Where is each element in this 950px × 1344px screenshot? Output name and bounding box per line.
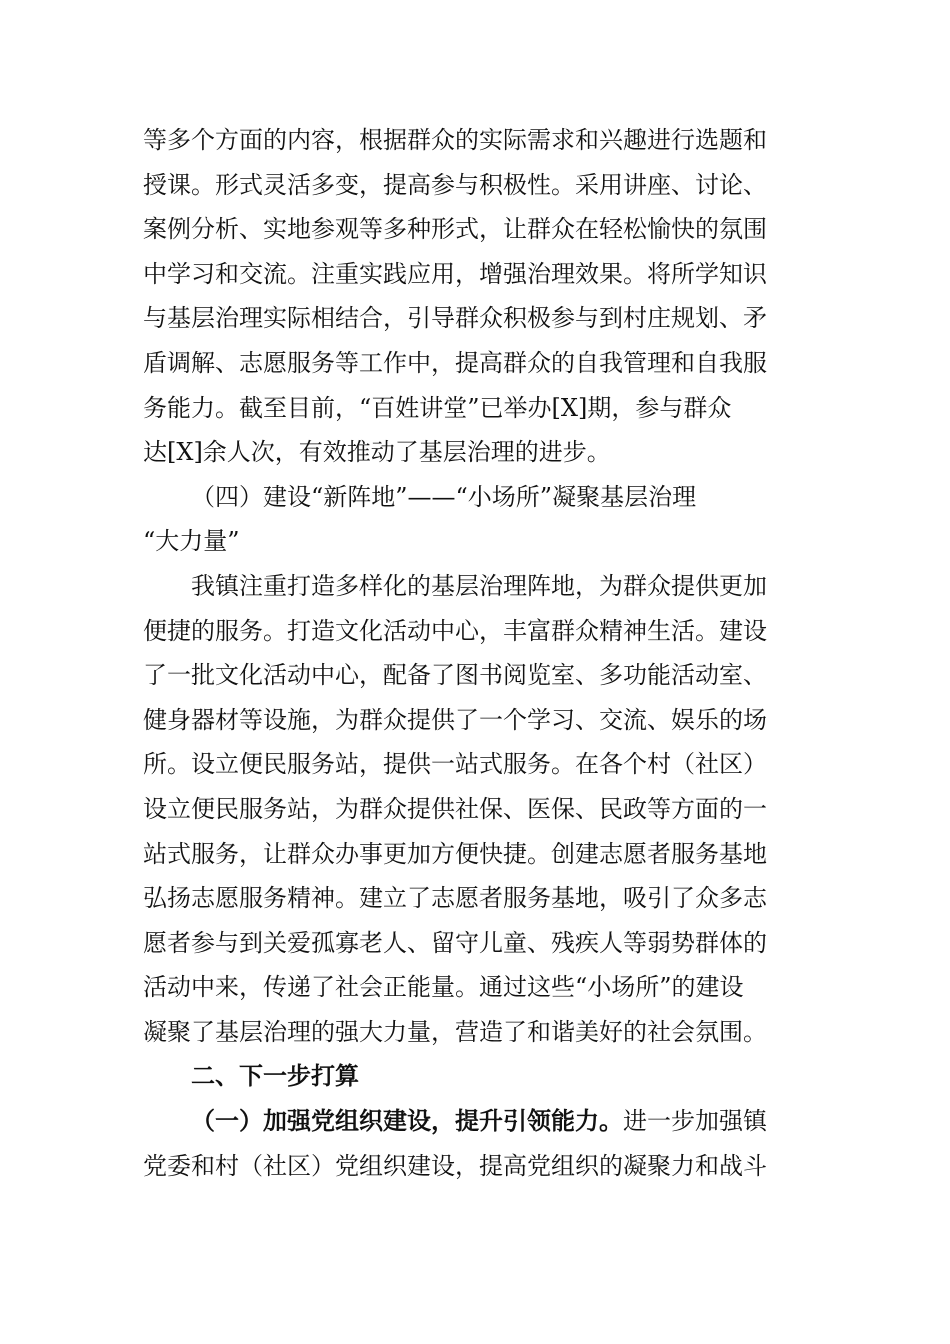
paragraph-line: 便捷的服务。打造文化活动中心，丰富群众精神生活。建设	[143, 616, 767, 645]
paragraph-line: 设立便民服务站，为群众提供社保、医保、民政等方面的一	[143, 794, 767, 823]
paragraph-line: 健身器材等设施，为群众提供了一个学习、交流、娱乐的场	[143, 705, 767, 734]
paragraph-text: 进一步加强镇	[623, 1107, 767, 1136]
paragraph-line: 盾调解、志愿服务等工作中，提高群众的自我管理和自我服	[143, 348, 767, 377]
paragraph-line: 所。设立便民服务站，提供一站式服务。在各个村（社区）	[143, 750, 767, 779]
paragraph-line: 达[X]余人次，有效推动了基层治理的进步。	[143, 438, 611, 467]
paragraph-line: 党委和村（社区）党组织建设，提高党组织的凝聚力和战斗	[143, 1151, 767, 1180]
paragraph-line: 与基层治理实际相结合，引导群众积极参与到村庄规划、矛	[143, 304, 767, 333]
bold-lead-phrase: （一）加强党组织建设，提升引领能力。	[191, 1107, 623, 1136]
section-subheading: （四）建设“新阵地”——“小场所”凝聚基层治理	[191, 482, 697, 511]
paragraph-line: 中学习和交流。注重实践应用，增强治理效果。将所学知识	[143, 259, 767, 288]
paragraph-line: 案例分析、实地参观等多种形式，让群众在轻松愉快的氛围	[143, 215, 767, 244]
paragraph-line: 我镇注重打造多样化的基层治理阵地，为群众提供更加	[191, 571, 767, 600]
paragraph-line: 授课。形式灵活多变，提高参与积极性。采用讲座、讨论、	[143, 170, 767, 199]
paragraph-line: 了一批文化活动中心，配备了图书阅览室、多功能活动室、	[143, 661, 767, 690]
paragraph-line-mixed	[143, 1099, 815, 1144]
paragraph-line: 凝聚了基层治理的强大力量，营造了和谐美好的社会氛围。	[143, 1017, 767, 1046]
paragraph-line: 站式服务，让群众办事更加方便快捷。创建志愿者服务基地	[143, 839, 767, 868]
paragraph-line: 务能力。截至目前，“百姓讲堂”已举办[X]期，参与群众	[143, 393, 732, 422]
paragraph-line: 愿者参与到关爱孤寡老人、留守儿童、残疾人等弱势群体的	[143, 928, 767, 957]
document-body	[143, 118, 815, 1188]
paragraph-line: 等多个方面的内容，根据群众的实际需求和兴趣进行选题和	[143, 126, 767, 154]
section-subheading-continued: “大力量”	[143, 527, 240, 556]
section-heading: 二、下一步打算	[191, 1062, 359, 1091]
paragraph-line: 活动中来，传递了社会正能量。通过这些“小场所”的建设	[143, 973, 744, 1002]
paragraph-line: 弘扬志愿服务精神。建立了志愿者服务基地，吸引了众多志	[143, 884, 767, 913]
